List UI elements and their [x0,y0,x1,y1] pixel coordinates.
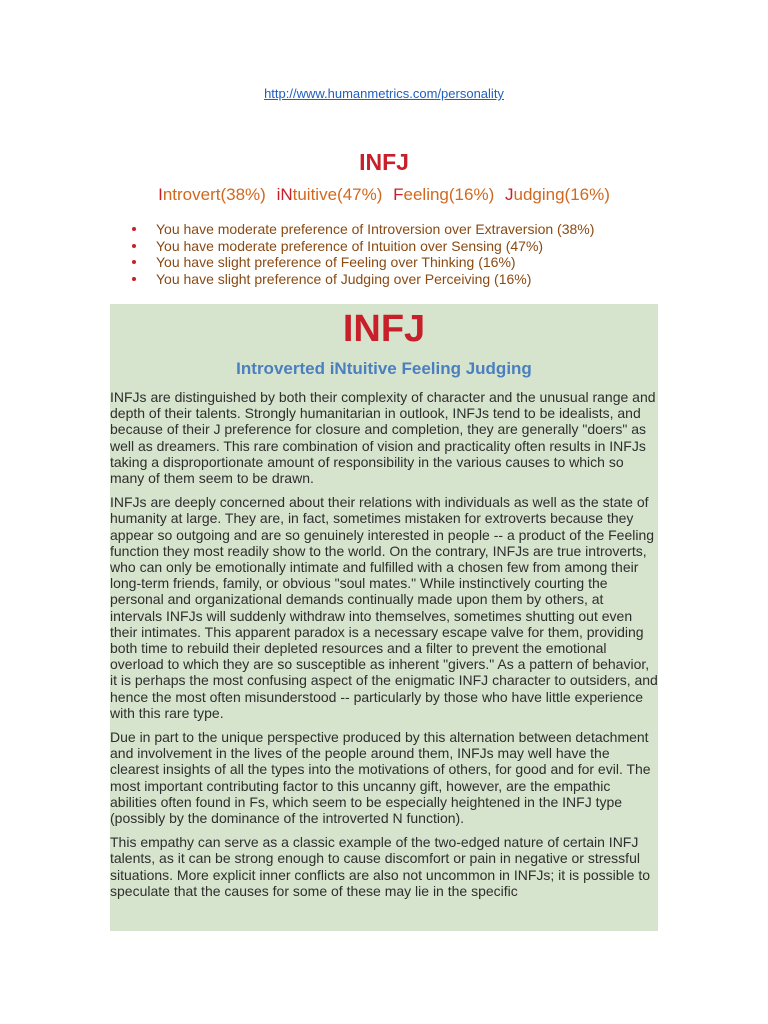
description-subtitle: Introverted iNtuitive Feeling Judging [236,359,532,378]
description-paragraph: INFJs are distinguished by both their complexity of character and the unusual range and depth of their talents. Strongly humanitarian in outlook, INFJs tend to be idealists, and because of their J preference for closure and completion, they are generally "doers" as well as dreamers. This rare combination of vision and practicality often results in INFJs taking a disproportionate amount of responsibility in the various causes to which so many of them seem to be drawn. [110,389,656,487]
dimension-text: eeling(16%) [403,185,495,204]
dimension-initial: I [158,185,163,204]
description-title: INFJ [342,308,426,350]
dimension-initial: J [504,185,514,204]
preference-item [132,271,594,288]
personality-type-title: INFJ [359,149,409,175]
dimension-summary [0,185,768,205]
preference-text: You have slight preference of Feeling over Thinking (16%) [156,254,516,270]
bullet-icon [132,227,136,231]
dimension-feeling [393,185,494,204]
source-link-line [0,86,768,101]
bullet-icon [132,277,136,281]
description-paragraph: This empathy can serve as a classic example of the two-edged nature of certain INFJ talents, as it can be strong enough to cause discomfort or pain in negative or stressful situations. More explicit inner conflicts are also not uncommon in INFJs; it is possible to speculate that the causes for some of these may lie in the specific [110,834,651,899]
humanmetrics-link[interactable]: http://www.humanmetrics.com/personality [264,86,504,101]
preference-text: You have moderate preference of Intuition over Sensing (47%) [156,237,544,254]
preference-text: You have moderate preference of Introversion over Extraversion (38%) [156,221,595,237]
bullet-icon [132,244,136,248]
preference-list [132,221,594,287]
description-panel [110,304,658,931]
dimension-text: ntrovert(38%) [162,185,266,204]
description-paragraph: Due in part to the unique perspective produced by this alternation between detachment and involvement in the lives of the people around them, INFJs may well have the clearest insights of all the types into the motivations of others, for good and for evil. The most important contributing factor to this uncanny gift, however, are the empathic abilities often found in Fs, which seem to be especially heightened in the INFJ type (possibly by the dominance of the introverted N function). [110,729,651,827]
bullet-icon [132,260,136,264]
preference-item [132,221,594,238]
description-paragraph: INFJs are deeply concerned about their relations with individuals as well as the state of humanity at large. They are, in fact, sometimes mistaken for extroverts because they appear so outgoing and are so genuinely interested in people -- a product of the Feeling function they most readily show to the world. On the contrary, INFJs are true introverts, who can only be emotionally intimate and fulfilled with a chosen few from among their long-term friends, family, or obvious "soul mates." While instinctively courting the personal and organizational demands continually made upon them by others, at intervals INFJs will suddenly withdraw into themselves, sometimes shutting out even their intimates. This apparent paradox is a necessary escape valve for them, providing both time to rebuild their depleted resources and a filter to prevent the emotional overload to which they are so susceptible as inherent "givers." As a pattern of behavior, it is perhaps the most confusing aspect of the enigmatic INFJ character to outsiders, and hence the most often misunderstood -- particularly by those who have little experience with this rare type. [110,494,658,721]
dimension-text: udging(16%) [513,185,610,204]
dimension-introvert [158,185,266,204]
preference-item [132,238,594,255]
dimension-judging [505,185,610,204]
dimension-text: tuitive(47%) [292,185,383,204]
dimension-initial: iN [276,185,293,204]
dimension-initial: F [393,185,404,204]
preference-item [132,254,594,271]
dimension-intuitive [277,185,383,204]
preference-text: You have slight preference of Judging over Perceiving (16%) [156,270,532,287]
